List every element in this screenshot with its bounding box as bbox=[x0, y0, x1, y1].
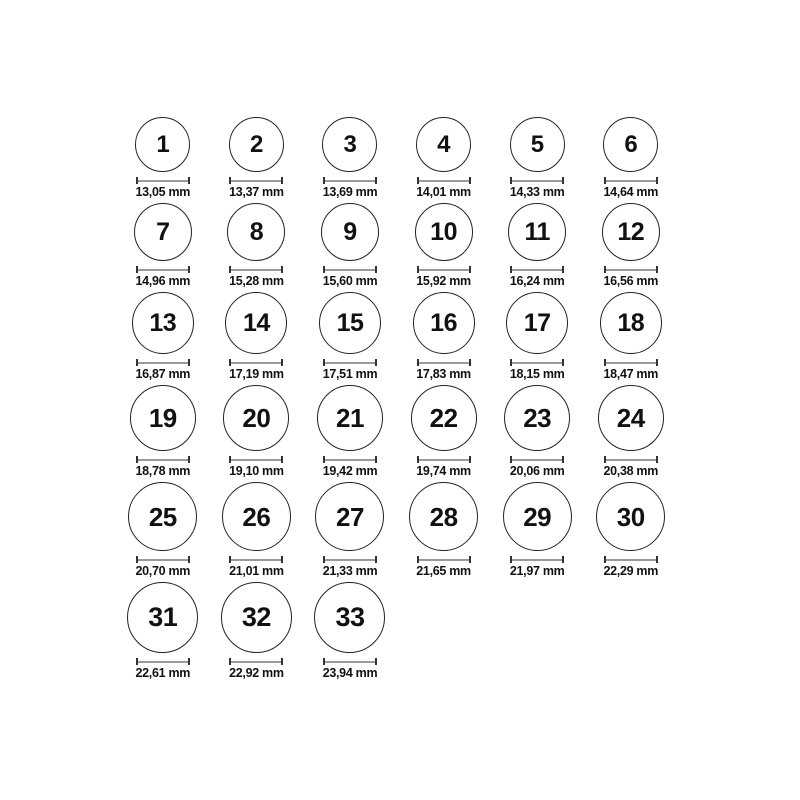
diameter-ruler-icon bbox=[323, 359, 377, 366]
ring-size-cell bbox=[210, 292, 304, 381]
ring-size-grid bbox=[116, 117, 680, 684]
ring-size-cell bbox=[584, 385, 678, 478]
ring-circle bbox=[602, 203, 660, 261]
diameter-label: 13,69 mm bbox=[322, 185, 378, 199]
ring-size-cell bbox=[303, 203, 397, 288]
ring-circle bbox=[317, 385, 383, 451]
diameter-label: 14,96 mm bbox=[135, 274, 191, 288]
diameter-ruler-icon bbox=[323, 658, 377, 665]
diameter-label: 22,61 mm bbox=[135, 666, 191, 680]
ring-circle bbox=[598, 385, 664, 451]
ruler-line bbox=[325, 661, 375, 663]
ruler-line bbox=[512, 559, 562, 561]
ring-circle bbox=[415, 203, 473, 261]
ring-size-number: 13 bbox=[149, 308, 177, 337]
ruler-line bbox=[138, 180, 188, 182]
diameter-label: 16,24 mm bbox=[509, 274, 565, 288]
ruler-line bbox=[419, 269, 469, 271]
ring-circle bbox=[134, 203, 192, 261]
ring-size-cell bbox=[490, 292, 584, 381]
ruler-line bbox=[512, 269, 562, 271]
ring-circle bbox=[225, 292, 287, 354]
ring-circle bbox=[128, 482, 197, 551]
ruler-line bbox=[231, 661, 281, 663]
ring-size-cell bbox=[584, 203, 678, 288]
ring-size-number: 33 bbox=[335, 602, 365, 632]
diameter-ruler-icon bbox=[604, 456, 658, 463]
diameter-ruler-icon bbox=[510, 177, 564, 184]
ring-size-number: 29 bbox=[523, 501, 552, 532]
ring-size-number: 30 bbox=[616, 501, 645, 532]
ring-circle bbox=[510, 117, 565, 172]
ruler-line bbox=[512, 180, 562, 182]
ring-size-cell bbox=[303, 582, 397, 680]
ring-circle bbox=[508, 203, 566, 261]
ring-size-cell bbox=[210, 117, 304, 199]
ring-circle bbox=[127, 582, 198, 653]
ring-size-cell bbox=[490, 385, 584, 478]
ring-size-number: 18 bbox=[617, 308, 645, 337]
diameter-ruler-icon bbox=[510, 359, 564, 366]
diameter-label: 15,60 mm bbox=[322, 274, 378, 288]
diameter-ruler-icon bbox=[417, 556, 471, 563]
diameter-ruler-icon bbox=[510, 266, 564, 273]
diameter-label: 23,94 mm bbox=[322, 666, 378, 680]
ring-circle bbox=[413, 292, 475, 354]
ring-size-number: 5 bbox=[530, 130, 544, 158]
ring-size-cell bbox=[397, 482, 491, 578]
diameter-label: 14,33 mm bbox=[509, 185, 565, 199]
diameter-ruler-icon bbox=[604, 359, 658, 366]
ring-size-cell bbox=[116, 482, 210, 578]
ring-size-cell bbox=[116, 582, 210, 680]
ruler-line bbox=[606, 180, 656, 182]
ring-size-cell bbox=[490, 203, 584, 288]
ruler-line bbox=[419, 362, 469, 364]
ruler-line bbox=[325, 559, 375, 561]
ring-circle bbox=[322, 117, 377, 172]
ring-size-number: 17 bbox=[523, 308, 551, 337]
diameter-ruler-icon bbox=[136, 658, 190, 665]
diameter-ruler-icon bbox=[510, 556, 564, 563]
ruler-line bbox=[138, 459, 188, 461]
ring-size-number: 10 bbox=[430, 217, 457, 246]
ruler-line bbox=[231, 180, 281, 182]
diameter-ruler-icon bbox=[136, 456, 190, 463]
diameter-label: 21,01 mm bbox=[229, 564, 284, 578]
diameter-label: 17,51 mm bbox=[322, 367, 378, 381]
diameter-label: 13,37 mm bbox=[229, 185, 284, 199]
ring-size-number: 21 bbox=[336, 403, 364, 433]
ruler-line bbox=[231, 362, 281, 364]
ring-size-cell bbox=[210, 385, 304, 478]
ruler-line bbox=[138, 362, 188, 364]
ring-size-cell bbox=[397, 203, 491, 288]
diameter-ruler-icon bbox=[604, 556, 658, 563]
diameter-ruler-icon bbox=[604, 266, 658, 273]
ring-size-cell bbox=[584, 117, 678, 199]
diameter-ruler-icon bbox=[229, 556, 283, 563]
diameter-label: 19,10 mm bbox=[229, 464, 284, 478]
ring-size-number: 7 bbox=[156, 217, 170, 246]
ring-size-cell bbox=[490, 482, 584, 578]
diameter-ruler-icon bbox=[136, 556, 190, 563]
diameter-label: 20,06 mm bbox=[509, 464, 565, 478]
ring-size-number: 6 bbox=[624, 130, 638, 158]
ruler-line bbox=[325, 362, 375, 364]
ring-size-cell bbox=[397, 385, 491, 478]
ruler-line bbox=[419, 459, 469, 461]
diameter-label: 16,87 mm bbox=[135, 367, 191, 381]
ring-circle bbox=[221, 582, 292, 653]
diameter-ruler-icon bbox=[604, 177, 658, 184]
chart-row bbox=[116, 292, 680, 381]
diameter-ruler-icon bbox=[229, 359, 283, 366]
diameter-ruler-icon bbox=[417, 456, 471, 463]
ring-size-number: 15 bbox=[336, 308, 364, 337]
diameter-label: 17,19 mm bbox=[229, 367, 284, 381]
diameter-ruler-icon bbox=[229, 177, 283, 184]
ring-size-number: 16 bbox=[430, 308, 457, 337]
ring-circle bbox=[135, 117, 190, 172]
ruler-line bbox=[231, 459, 281, 461]
ruler-line bbox=[325, 180, 375, 182]
ring-size-number: 4 bbox=[437, 130, 450, 158]
diameter-ruler-icon bbox=[417, 177, 471, 184]
diameter-label: 13,05 mm bbox=[135, 185, 191, 199]
ring-size-number: 2 bbox=[249, 130, 263, 158]
ring-circle bbox=[319, 292, 381, 354]
ring-circle bbox=[411, 385, 477, 451]
diameter-label: 19,42 mm bbox=[322, 464, 378, 478]
ruler-line bbox=[325, 459, 375, 461]
ring-size-number: 26 bbox=[242, 501, 271, 532]
diameter-ruler-icon bbox=[136, 359, 190, 366]
diameter-label: 15,92 mm bbox=[416, 274, 471, 288]
chart-row bbox=[116, 582, 680, 680]
ring-circle bbox=[222, 482, 291, 551]
ring-circle bbox=[321, 203, 379, 261]
diameter-ruler-icon bbox=[323, 556, 377, 563]
diameter-label: 14,01 mm bbox=[416, 185, 471, 199]
ring-size-number: 27 bbox=[336, 501, 364, 532]
ring-size-number: 11 bbox=[524, 217, 550, 246]
ring-circle bbox=[130, 385, 196, 451]
ring-circle bbox=[229, 117, 284, 172]
ring-size-cell bbox=[210, 482, 304, 578]
ring-size-cell bbox=[210, 203, 304, 288]
ruler-line bbox=[606, 269, 656, 271]
chart-row bbox=[116, 203, 680, 288]
ring-size-number: 20 bbox=[242, 403, 271, 433]
ring-size-number: 3 bbox=[343, 130, 357, 158]
ring-circle bbox=[416, 117, 471, 172]
ring-circle bbox=[227, 203, 285, 261]
ring-size-cell bbox=[490, 117, 584, 199]
ring-size-cell bbox=[116, 117, 210, 199]
ring-size-number: 23 bbox=[523, 403, 552, 433]
diameter-ruler-icon bbox=[229, 658, 283, 665]
ruler-line bbox=[512, 459, 562, 461]
diameter-label: 14,64 mm bbox=[603, 185, 659, 199]
ruler-line bbox=[138, 661, 188, 663]
diameter-label: 18,15 mm bbox=[509, 367, 565, 381]
ring-size-cell bbox=[303, 385, 397, 478]
ring-size-number: 32 bbox=[241, 602, 271, 632]
ring-size-cell bbox=[584, 292, 678, 381]
ring-size-cell bbox=[116, 203, 210, 288]
diameter-label: 19,74 mm bbox=[416, 464, 471, 478]
ring-size-number: 12 bbox=[617, 217, 645, 246]
diameter-label: 22,29 mm bbox=[603, 564, 659, 578]
ring-size-cell bbox=[397, 292, 491, 381]
ring-circle bbox=[504, 385, 570, 451]
diameter-label: 20,70 mm bbox=[135, 564, 191, 578]
ring-circle bbox=[314, 582, 385, 653]
diameter-ruler-icon bbox=[417, 359, 471, 366]
ring-size-number: 25 bbox=[148, 501, 177, 532]
diameter-ruler-icon bbox=[229, 266, 283, 273]
diameter-ruler-icon bbox=[136, 177, 190, 184]
ring-circle bbox=[596, 482, 665, 551]
ruler-line bbox=[231, 559, 281, 561]
diameter-label: 21,65 mm bbox=[416, 564, 471, 578]
ruler-line bbox=[419, 559, 469, 561]
diameter-label: 17,83 mm bbox=[416, 367, 471, 381]
ring-circle bbox=[603, 117, 658, 172]
ring-circle bbox=[503, 482, 572, 551]
diameter-label: 21,33 mm bbox=[322, 564, 378, 578]
diameter-ruler-icon bbox=[510, 456, 564, 463]
ring-size-number: 1 bbox=[156, 130, 170, 158]
ruler-line bbox=[231, 269, 281, 271]
ring-size-number: 24 bbox=[616, 403, 645, 433]
ring-circle bbox=[409, 482, 478, 551]
ring-size-cell bbox=[303, 482, 397, 578]
ruler-line bbox=[512, 362, 562, 364]
ruler-line bbox=[325, 269, 375, 271]
ring-size-cell bbox=[303, 292, 397, 381]
diameter-ruler-icon bbox=[323, 456, 377, 463]
diameter-label: 18,78 mm bbox=[135, 464, 191, 478]
diameter-label: 21,97 mm bbox=[509, 564, 565, 578]
diameter-ruler-icon bbox=[417, 266, 471, 273]
diameter-label: 18,47 mm bbox=[603, 367, 659, 381]
ruler-line bbox=[138, 559, 188, 561]
ring-size-cell bbox=[210, 582, 304, 680]
ring-size-number: 9 bbox=[343, 217, 357, 246]
ruler-line bbox=[138, 269, 188, 271]
diameter-ruler-icon bbox=[323, 177, 377, 184]
diameter-label: 22,92 mm bbox=[229, 666, 284, 680]
ruler-line bbox=[606, 559, 656, 561]
ring-size-number: 22 bbox=[429, 403, 458, 433]
diameter-ruler-icon bbox=[136, 266, 190, 273]
diameter-label: 16,56 mm bbox=[603, 274, 659, 288]
ring-size-number: 31 bbox=[148, 602, 178, 632]
ring-circle bbox=[223, 385, 289, 451]
diameter-label: 20,38 mm bbox=[603, 464, 659, 478]
ring-circle bbox=[600, 292, 662, 354]
ring-circle bbox=[506, 292, 568, 354]
diameter-label: 15,28 mm bbox=[229, 274, 284, 288]
ruler-line bbox=[606, 362, 656, 364]
ring-size-number: 8 bbox=[249, 217, 264, 246]
ring-circle bbox=[132, 292, 194, 354]
ring-circle bbox=[315, 482, 384, 551]
ring-size-cell bbox=[584, 482, 678, 578]
diameter-ruler-icon bbox=[323, 266, 377, 273]
ring-size-cell bbox=[116, 292, 210, 381]
ring-size-number: 19 bbox=[148, 403, 177, 433]
ruler-line bbox=[419, 180, 469, 182]
chart-row bbox=[116, 117, 680, 199]
ring-size-cell bbox=[303, 117, 397, 199]
chart-row bbox=[116, 482, 680, 578]
ring-size-number: 28 bbox=[429, 501, 458, 532]
chart-row bbox=[116, 385, 680, 478]
ring-size-number: 14 bbox=[242, 308, 270, 337]
ring-size-cell bbox=[397, 117, 491, 199]
ruler-line bbox=[606, 459, 656, 461]
ring-size-cell bbox=[116, 385, 210, 478]
diameter-ruler-icon bbox=[229, 456, 283, 463]
